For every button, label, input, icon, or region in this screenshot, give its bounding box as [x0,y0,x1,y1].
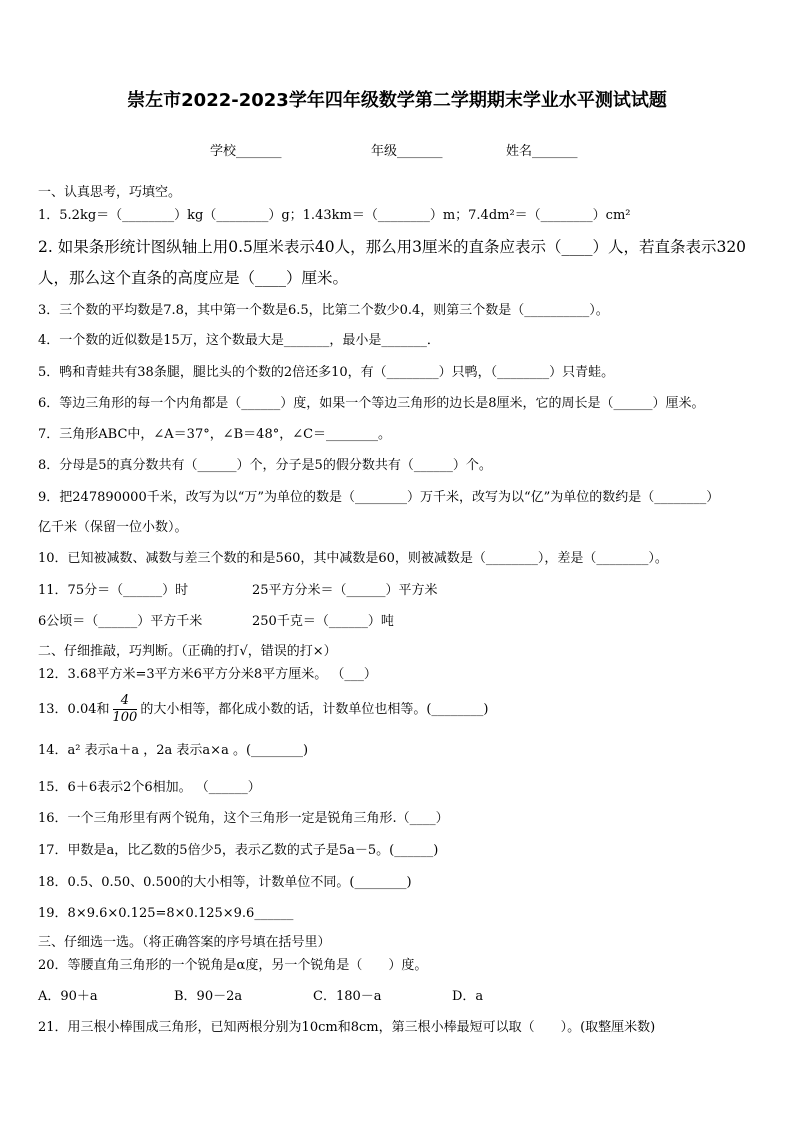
option-a: A．90＋a [38,989,98,1004]
question-2-line-1: 2. 如果条形统计图纵轴上用0.5厘米表示40人，那么用3厘米的直条应表示（____）人，若直条表示320 [38,238,747,256]
section-3-heading: 三、仔细选一选。（将正确答案的序号填在括号里） [38,935,331,950]
question-1: 1．5.2kg＝（________）kg（________）g；1.43km＝（________）m；7.4dm²＝（________）cm² [38,208,631,223]
question-21: 21．用三根小棒围成三角形，已知两根分别为10cm和8cm，第三根小棒最短可以取（ ）。(取整厘米数) [38,1020,656,1035]
option-b: B．90－2a [174,989,243,1004]
question-16: 16．一个三角形里有两个锐角，这个三角形一定是锐角三角形.（____） [38,811,449,826]
school-field: 学校_______ [210,144,282,159]
question-7: 7．三角形ABC中，∠A＝37°，∠B＝48°，∠C＝________。 [38,427,392,442]
question-10: 10．已知被减数、减数与差三个数的和是560，其中减数是60，则被减数是（________），差是（________）。 [38,551,668,566]
question-2-line-2: 人，那么这个直条的高度应是（____）厘米。 [38,269,349,287]
question-11-part-3: 6公顷＝（______）平方千米 [38,614,203,629]
fraction-4-over-100 [113,693,138,726]
section-1-heading: 一、认真思考，巧填空。 [38,185,182,200]
question-13-prefix: 13．0.04和 [38,702,110,717]
question-8: 8．分母是5的真分数共有（______）个，分子是5的假分数共有（______）个。 [38,458,492,473]
section-2-heading: 二、仔细推敲，巧判断。（正确的打√，错误的打×） [38,644,337,659]
question-12: 12．3.68平方米=3平方米6平方分米8平方厘米。 （___） [38,667,377,682]
question-19: 19．8×9.6×0.125=8×0.125×9.6______ [38,906,294,921]
question-15: 15．6＋6表示2个6相加。 （______） [38,780,261,795]
fraction-numerator: 4 [113,693,138,710]
page-title: 崇左市2022-2023学年四年级数学第二学期期末学业水平测试试题 [127,90,667,111]
grade-field: 年级_______ [371,144,443,159]
question-11-part-1: 11．75分＝（______）时 [38,583,189,598]
option-c: C．180－a [313,989,382,1004]
question-9-line-2: 亿千米（保留一位小数）。 [38,520,188,535]
name-field: 姓名_______ [506,144,578,159]
question-13 [38,693,774,727]
question-11-part-4: 250千克＝（______）吨 [252,614,394,629]
question-18: 18．0.5、0.50、0.500的大小相等，计数单位不同。(________) [38,875,412,890]
question-5: 5．鸭和青蛙共有38条腿，腿比头的个数的2倍还多10，有（________）只鸭，（________）只青蛙。 [38,365,615,380]
question-4: 4．一个数的近似数是15万，这个数最大是_______，最小是_______． [38,333,440,348]
question-17: 17．甲数是a，比乙数的5倍少5，表示乙数的式子是5a－5。(______) [38,843,439,858]
question-20: 20．等腰直角三角形的一个锐角是α度，另一个锐角是（ ）度。 [38,958,428,973]
option-d: D．a [452,989,484,1004]
question-11-part-2: 25平方分米＝（______）平方米 [252,583,438,598]
question-3: 3．三个数的平均数是7.8，其中第一个数是6.5，比第二个数少0.4，则第三个数是（__________）。 [38,303,609,318]
question-6: 6．等边三角形的每一个内角都是（______）度，如果一个等边三角形的边长是8厘米，它的周长是（______）厘米。 [38,396,705,411]
question-9-line-1: 9．把247890000千米，改写为以“万”为单位的数是（________）万千米，改写为以“亿”为单位的数约是（________） [38,490,720,505]
question-14: 14．a² 表示a＋a ，2a 表示a×a 。(________) [38,743,309,758]
question-13-suffix: 的大小相等，都化成小数的话，计数单位也相等。(________) [140,702,489,717]
fraction-denominator: 100 [112,710,138,725]
